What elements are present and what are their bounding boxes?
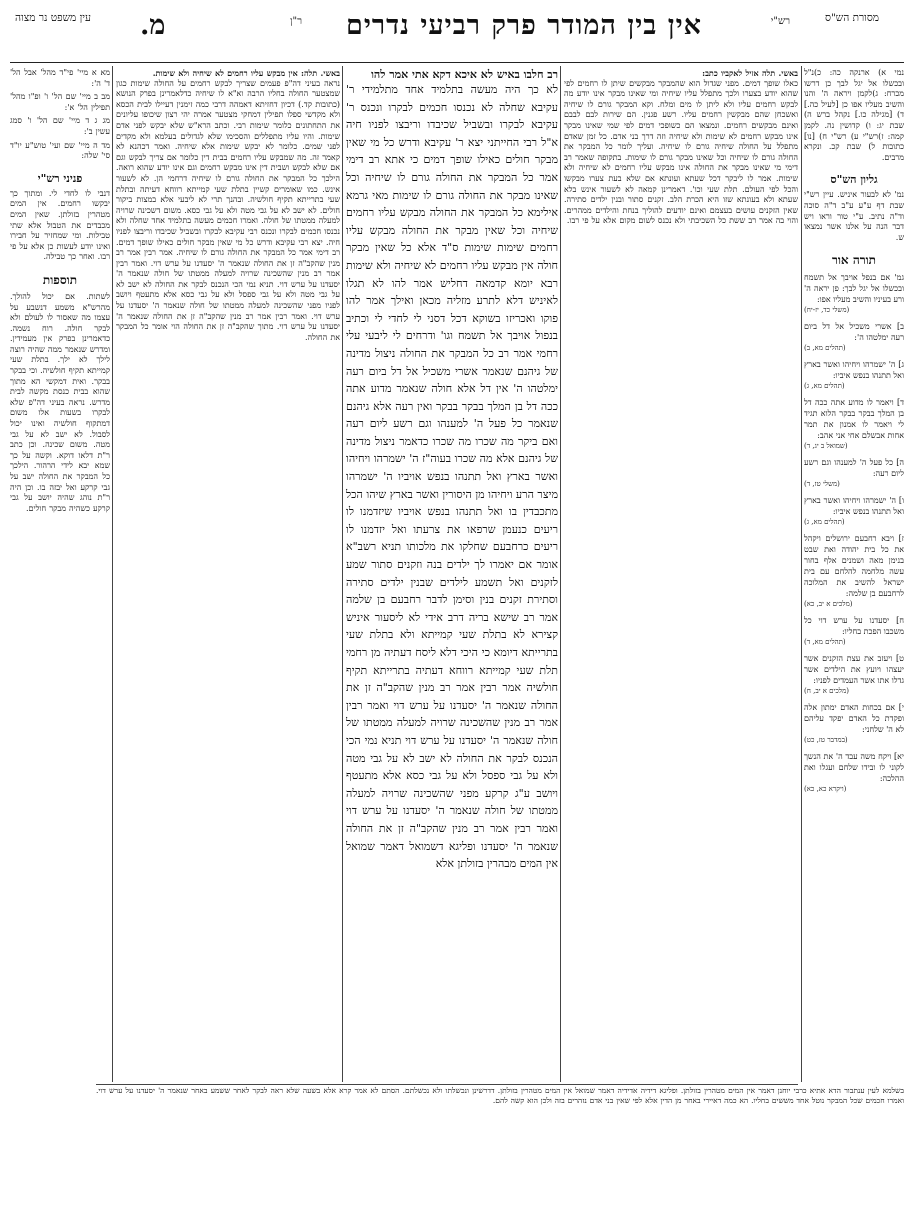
torah-or-verse-text: גמ' אם בנפל אויבך אל תשמח ובכשלו אל יגל לבך: פן יראה ה' ורע בעיניו והשיב מעליו אפו: (804, 273, 904, 305)
page-title: אין בין המודר פרק רביעי נדרים (345, 10, 703, 41)
column-divider (801, 66, 802, 1082)
torah-or-verse (804, 702, 904, 746)
rashi-text: נראה בעיני דה"פ פעמים שצריך לבקש רחמים על החולה שימות כגון שמצטער החולה בחליו הרבה וא"א לו שיחיה כדלאמרינן בפרק הנושא (כתובות קד.) דכיון דחזיתא דאמהה דרבי כמה זימנין דעיילו לבית הכסא ולא מקדשי ספלו תפילין דמחקי מצטער אמרה יהי רצון שיכופו עליונים את התחתונים כלומר שימות רבי. וכתב הרא"ש שלא יבקש לפני אדם שימות. והיו עליו מתפללים והסכימו שלא לגדולים בעלמא ולא מקדים לפני שמים. כלומר לא יבקש שימות אלא שיחיה. ואמר דכהנא לא קאמר זה. מה שמבקש עליו רחמים בבית דין כלומר אם צריך לבקש וגם אם שלא לבקש ושבית דין אינו מבקש רחמים וגם אינו יודע שהוא רואה. הילכך כל המבקר את החולה גורם לו שיחיה דרחמי הן. לא לשעור אינש. כמו שאומרים קשיין בתלת שעי קמייתא רווחא דעיתה ובתלת שעי בתרייתא תקיף חולשיה. ובהנך תרי לא ליבעי אלא במצות ביקור חולים. לא ישב לא על גבי מטה ולא על גבי כסא. משום דשכינה שרויה למעלה ממטתו של חולה. ואמרו חכמים מעשה בתלמיד אחד שחלה ולא נכנסו חכמים לבקרו ונכנס רבי עקיבא לבקרו ובשביל שכיבדו וריבצו לפניו חיה. יצא רבי עקיבא ודרש כל מי שאין מבקר חולים כאילו שופך דמים. רב דימי אמר כל המבקר את החולה גורם לו שיחיה. אמר רבין אמר רב מנין שהקב"ה זן את החולה שנאמר ה' יסעדנו על ערש דוי. ואמר רבין אמר רב מנין שהשכינה שרויה למעלה ממטתו של חולה שנאמר ה' יסעדנו על ערש דוי. תניא נמי הכי הנכנס לבקר את החולה לא ישב לא על גבי מטה ולא על גבי ספסל ולא על גבי כסא אלא מתעטף ויושב לפניו מפני שהשכינה למעלה ממטתו של חולה שנאמר ה' יסעדנו על ערש דוי. ואמר רבין אמר רב מנין שהקב"ה זן את החולה שנאמר ה' יסעדנו על ערש דוי. מתוך שהקב"ה זן את החולה הוי אומר כל המבקר את החולה. (116, 78, 340, 342)
torah-or-source: (משלי כד, יז-יח) (804, 306, 850, 315)
torah-or-verse (804, 533, 904, 610)
masoret-column (804, 68, 904, 1208)
torah-or-verse (804, 495, 904, 528)
torah-or-source: (שמואל ב יג, ד) (804, 442, 848, 451)
torah-or-list (804, 272, 904, 795)
penei-title: פניני רש"י (37, 171, 83, 185)
torah-or-verse (804, 653, 904, 697)
torah-or-verse-text: יא] ויקח משה עבד ה' את הנשך לקוני לו ובידו שלחם ועגלו ואת ההלכה: (804, 752, 904, 784)
torah-or-source: (תהלים מא, ג) (804, 382, 845, 391)
tosafot-text: לשתות. אם יכול להולך. מהרש"א משמע דנשבע על עצמו מה שאסור לו לעולם ולא לבקר חולה. רוח נשמה. כדאמרינן בפרק אין מעמידין. ומדרש שנאמר ממה שהיה רוצה לילך לא ילך. בתלת שעי קמייתא תקיף חולשיה. וכי בבקר בבקר. ואית דמקשי הא מתוך שהוא בבית כנסת מקשה לבית מדרש. נראה בעיני דה"פ שלא לבקרו בשעות אלו משום דמתקוף חולשיה ואינו יכול לסבול. לא ישב לא על גבי מטה. משום שכינה. וכן כתב ר"ת דלאו דוקא. וקשה על כך שמא יבא לידי הרהור. הילכך כל המבקר את החולה ישב על גבי קרקע ואל יבזה בו. וכן היה ר"ת נוהג שהיה יושב על גבי קרקע כשהיה מבקר חולים. (10, 291, 110, 513)
column-divider (560, 66, 561, 1082)
torah-or-verse-text: ה] כל פעל ה' למענהו וגם רשע ליום רעה: (804, 458, 904, 479)
rashi-column (116, 68, 340, 1078)
torah-or-source: (מלכים א יב, כא) (804, 600, 853, 609)
ein-mishpat-list (10, 68, 110, 162)
torah-or-verse-text: ז] ויבא רחבעם ירושלים ויקהל את כל בית יהודה ואת שבט בנימן מאה ושמנים אלף בחור עשה מלחמה להלחם עם בית ישראל להשיב את המלוכה לרחבעם בן שלמה: (804, 534, 904, 599)
torah-or-source: (ויקרא כא, כא) (804, 785, 847, 794)
torah-or-verse (804, 457, 904, 490)
rosh-column (564, 68, 798, 1078)
torah-or-source: (תהלים מא, ג) (804, 518, 845, 527)
gemara-text: לא כך היה מעשה בתלמיד אחד מתלמידי ר' עקיבא שחלה לא נכנסו חכמים לבקרו ונכנס ר' עקיבא לבקרו ובשביל שכיבדו וריבצו לפניו חיה א"ל רבי החייתני יצא ר' עקיבא ודרש כל מי שאין מבקר חולים כאילו שופך דמים כי אתא רב דימי אמר כל המבקר את החולה גורם לו שיחיה וכל שאינו מבקר את החולה גורם לו שימות מאי גרמא אילימא כל המבקר את החולה מבקש עליו רחמים שיחיה וכל שאין מבקר את החולה מבקש עליו רחמים שימות שימות ס"ד אלא כל שאין מבקר חולה אין מבקש עליו רחמים לא שיחיה ולא שימות רבא יומא קדמאה דחליש אמר להו לא תגלו לאיניש דלא לתרע מזליה מכאן ואילך אמר להו פוקו ואכריזו בשוקא דכל דסני לי לחדי לי וכתיב בנפול אויבך אל תשמח וגו' ודרחים לי ליבעי עלי רחמי אמר רב כל המבקר את החולה ניצול מדינה של גיהנם שנאמר אשרי משכיל אל דל ביום רעה ימלטהו ה' אין דל אלא חולה שנאמר מדוע אתה ככה דל בן המלך בבקר בבקר ואין רעה אלא גיהנם שנאמר כל פעל ה' למענהו וגם רשע ליום רעה ואם ביקר מה שכרו מה שכרו כדאמר ניצול מדינה של גיהנם אלא מה שכרו בעוה"ז ה' ישמרהו ויחיהו ואשר בארץ ואל תתנהו בנפש אויביו ה' ישמרהו מיצר הרע ויחיהו מן היסורין ואשר בארץ שיהו הכל מתכבדין בו ואל תתנהו בנפש אויביו שיזדמנו לו ריעים כנעמן שרפאו את צרעתו ואל יזדמנו לו ריעים כרחבעם שחלקו את מלכותו תניא רשב"א אומר אם יאמרו לך ילדים בנה וזקנים סתור שמע לזקנים ואל תשמע לילדים שבנין ילדים סתירה וסתירת זקנים בנין וסימן לדבר רחבעם בן שלמה אמר רב שישא בריה דרב אידי לא ליסעור איניש קצירא לא בתלת שעי קמייתא ולא בתלת שעי בתרייתא דיומא כי היכי דלא ליסח דעתיה מן רחמי תלת שעי קמייתא רווחא דעתיה בתרייתא תקיף חולשיה אמר רבין אמר רב מנין שהקב"ה זן את החולה שנאמר ה' יסעדנו על ערש דוי ואמר רבין אמר רב מנין שהשכינה שרויה למעלה ממטתו של חולה שנאמר ה' יסעדנו על ערש דוי תניא נמי הכי הנכנס לבקר את החולה לא ישב לא על גבי מטה ולא על גבי ספסל ולא על גבי כסא אלא מתעטף ויושב ע"ג קרקע מפני שהשכינה שרויה למעלה ממטתו של חולה שנאמר ה' יסעדנו על ערש דוי ואמר רבין אמר רב מנין שהקב"ה זן את החולה שנאמר ה' יסעדנו ופליגא דשמואל דאמר שמואל אין המים מבהרין בזולתן אלא (346, 83, 558, 871)
ein-mishpat-column (10, 68, 110, 1078)
column-divider (342, 66, 343, 1082)
penei-text: דנבי לו לחדי לי. ומתוך כך יבקשו רחמים. אין המים מטהרין בזולתן. שאין המים מכבדים את הטבול אלא שתי טבילות. ומי שמחזיר על חבירו ואינו יודע לעשות כן אלא על פי רבו. ואחר כך טבילה. (10, 188, 110, 262)
gilyon-text: נמ' לא לבעור איניש. עיין רש"י שבת דף ע"ע ע"ב ד"ה סוכה וד"ה נתיב. ע"י טור וראו ויש דבר הנה על אלנו אשר נמצאו ש. (804, 190, 904, 242)
ein-mishpat-header: עין משפט נר מצוה (15, 12, 91, 24)
ein-mishpat-item: מד ה מיי' שם ועי' טוש"ע יו"ד סי' שלה: (10, 140, 110, 161)
torah-or-source: (משלי טז, ד) (804, 480, 840, 489)
header-rule (10, 62, 904, 63)
torah-or-verse-text: ח] יסעדנו על ערש דוי כל משכבו הפכת בחליו: (804, 616, 904, 637)
rosh-lead: באשי. תלה אזיל לאקביו כתב: (702, 68, 798, 78)
torah-or-verse (804, 321, 904, 354)
ein-mishpat-item: מב ב מיי' שם הל' ו' ופ"ו מהל' תפילין הל' א': (10, 92, 110, 112)
torah-or-verse-text: ט] ויעזב את עצת הזקנים אשר יעצהו ויועץ את הילדים אשר גדלו אתו אשר העמדים לפניו: (804, 654, 904, 686)
rashi-marker: רש"י (770, 16, 790, 27)
torah-or-source: (תהלים מא, ד) (804, 638, 846, 647)
torah-or-verse (804, 615, 904, 648)
masoret-text: נמי א) ארנקה כה: כ)נ"ל ובכשלו אל יגל לבך כן דרשו מכרח: ג)לקמן ויראה ה' והנו והשיב מעליו אפו כן [לעיל כה.] ד) [מגילה כו.] נקהל ברש ה) שבת יג: ו) קדושין נה. לקמן קמה: ז)רש"י ע) רש"י ח) [נו] כתובות ל) שבת קכ. ונקרא מרבים. (804, 68, 904, 162)
torah-or-source: (במדבר טז, כט) (804, 736, 848, 745)
torah-or-verse-text: ו] ה' ישמרהו ויחיהו ואשר בארץ ואל תתנהו בנפש איביו: (804, 496, 904, 517)
gilyon-title: גליון הש"ס (830, 173, 878, 187)
tosafot-title: תוספות (42, 272, 78, 287)
ein-mishpat-item: מג ג ד מיי' שם הל' ו' סמג עשין ב': (10, 116, 110, 136)
torah-or-verse-text: ב] אשרי משכיל אל דל ביום רעה ימלטהו ה': (804, 322, 904, 343)
bottom-gloss-text: בשלמא לעין ענתבור הדא אתיא כרבי יוחנן דאמר אין המים מטהרין בזולתן. ופליגא דידיה אדידיה דאמר שמואל אין המים מטהרין בזולתן. דדרשינן ונכשלתו ולא נכשלתם. הסתם לא אמר קרא אלא בשעה שלא ראה לבקר לאחר ששמע באחר שנאמר ה' יסעדנו על ערש דוי. ואמרו חכמים שכל המבקר נוטל אחד מששים בחליו. הא כמה דאיירי באחר מן הדין אלא לפי שאין בני אדם נזהרים בזה ולכן הוא קשה להם. (96, 1086, 904, 1105)
torah-or-source: (תהלים מא, ב) (804, 344, 846, 353)
torah-or-title: תורה אור (831, 253, 877, 268)
rosh-text: כאלו שופך דמים. מפני שגדול הוא שהמבקר מבקשים שיתן לו רחמים לפי שהוא יודע בצערו ולכך מתפלל עליו שיחיה ומי שאינו מבקר אינו יודע מה לבקש רחמים עליו ולא ליתן לו מים ומלח. וקא המבקר גורם לו שיחיה ואשכחן שהם מבקשין רחמים עליו. רשע פגנין. הם שירות לבם לבבם ואינם מבקשים רחמים. ונמצאו הם כשופכי דמים לפי שמי שאינו מבקר אינו מבקש רחמים לא שימות ולא שיחיה וזה דרך בני אדם. כל זמן שאדם מתפלל על החולה שיחיה גורם לו שיחיה. ועליך לומר כל המבקר את החולה גורם לו שיחיה וכל שאינו מבקר גורם לו שימות. בתקופה שאמר רב דימי מי שאינו מבקר את החולה אינו מבקש עליו רחמים לא שיחיה ולא שימות. אמר לו ליבקר דכל שעתא ועונתא אם שלא בעת צערו מבקשו והכל לפי העולם. תלת שעי וכו'. דאמרינן קמאה לא לשעור אינש בלא שעתא ולא בעונתא שזו היא הכרת הלב. זקנים סתור ובנין ילדים סתירה. שאין הזקנים עושים בעצמם ואינם יודעים להוליך בנחת והילדים ממהרים. והוי בה אמר רב ששת כל השכיבתי ולא נכנס לשום מקום אלא על פי רבו. (564, 78, 798, 226)
column-divider (112, 66, 113, 1082)
daf-number: מ. (140, 10, 166, 41)
ein-mishpat-item: מא א מיי' פי"ד מהל' אבל הל' ד' ה': (10, 68, 110, 88)
rosh-marker: ר"ן (289, 16, 302, 27)
torah-or-verse-text: ג] ה' ישמרהו ויחיהו ואשר בארץ ואל תתנהו בנפש איביו: (804, 360, 904, 381)
torah-or-verse (804, 359, 904, 392)
masoret-header: מסורת הש"ס (824, 12, 880, 24)
bottom-gloss (96, 1086, 904, 1176)
bottom-rule (96, 1084, 798, 1085)
torah-or-verse-text: ד] ויאמר לו מדוע אתה ככה דל בן המלך בבקר בבקר הלוא תגיד לי ויאמר לו אמנון את תמר אחות אבשלם אחי אני אהב: (804, 398, 904, 441)
torah-or-verse (804, 397, 904, 452)
rashi-lead: באשי. תלה: אין מבקש עליו רחמים לא שיחיה ולא שימות. (152, 68, 340, 78)
torah-or-source: (מלכים א יב, ח) (804, 687, 849, 696)
torah-or-verse (804, 751, 904, 795)
torah-or-verse-text: י] אם בכחות האדם ימתון אלה ופקדת כל האדם יפקד עליהם לא ה' שלחני: (804, 703, 904, 735)
gemara-intro: רב חלבו באיש לא איכא דקא אתי אמר להו (371, 68, 558, 81)
gemara-column (346, 68, 558, 1078)
torah-or-verse (804, 272, 904, 316)
